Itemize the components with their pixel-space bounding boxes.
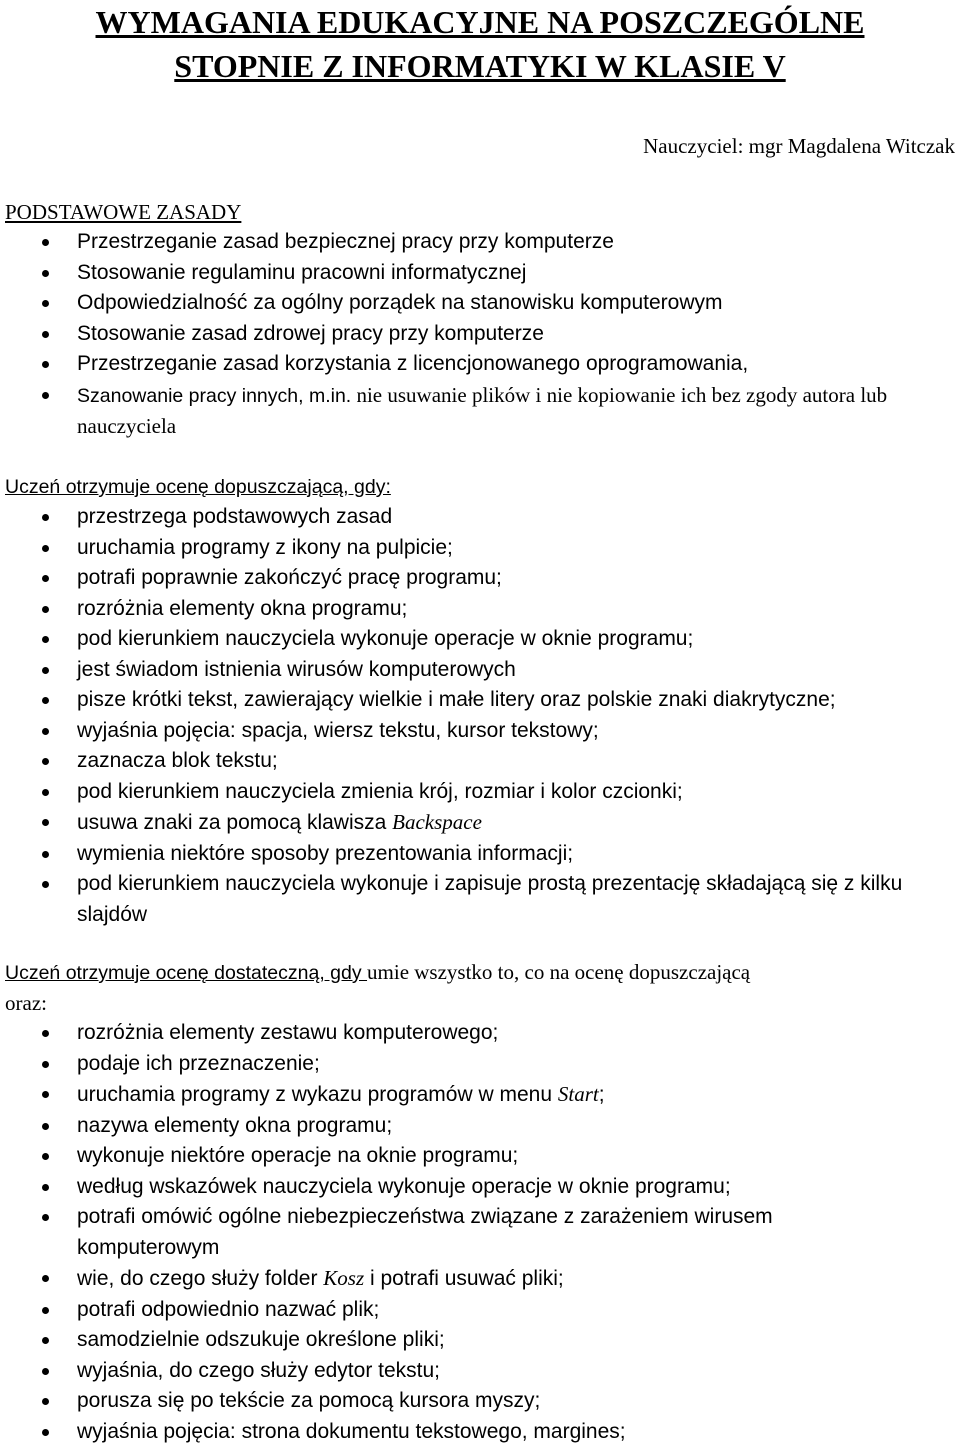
title-line-2: STOPNIE Z INFORMATYKI W KLASIE V: [0, 44, 960, 88]
list-item: Odpowiedzialność za ogólny porządek na stanowisku komputerowym: [5, 288, 950, 319]
list-item: wyjaśnia pojęcia: spacja, wiersz tekstu, kursor tekstowy;: [5, 716, 950, 747]
list-item: zaznacza blok tekstu;: [5, 746, 950, 777]
teacher-name: Nauczyciel: mgr Magdalena Witczak: [643, 131, 955, 161]
list-item: wyjaśnia, do czego służy edytor tekstu;: [5, 1356, 950, 1387]
list-item-part: wie, do czego służy folder: [77, 1267, 323, 1290]
title-line-1: WYMAGANIA EDUKACYJNE NA POSZCZEGÓLNE: [0, 0, 960, 44]
list-item: wyjaśnia pojęcia: strona dokumentu tekstowego, margines;: [5, 1417, 950, 1447]
list-item: uruchamia programy z ikony na pulpicie;: [5, 533, 950, 564]
grade-satisfactory-list: [5, 1018, 950, 1447]
list-item: potrafi poprawnie zakończyć pracę programu;: [5, 563, 950, 594]
list-item: rozróżnia elementy okna programu;: [5, 594, 950, 625]
grade-satisfactory-section: [5, 957, 950, 1447]
list-item: wykonuje niektóre operacje na oknie programu;: [5, 1141, 950, 1172]
list-item: jest świadom istnienia wirusów komputerowych: [5, 655, 950, 686]
key-name: Backspace: [392, 810, 482, 834]
heading-rest: umie wszystko to, co na ocenę dopuszczającą: [367, 960, 750, 984]
list-item-part: ;: [599, 1083, 605, 1106]
list-item-part: usuwa znaki za pomocą klawisza: [77, 811, 392, 834]
grade-sufficient-heading: Uczeń otrzymuje ocenę dopuszczającą, gdy:: [5, 471, 950, 502]
list-item: samodzielnie odszukuje określone pliki;: [5, 1325, 950, 1356]
list-item: [5, 1263, 950, 1295]
list-item: [5, 1079, 950, 1111]
list-item: potrafi omówić ogólne niebezpieczeństwa związane z zarażeniem wirusem komputerowym: [5, 1202, 950, 1263]
basic-rules-list: [5, 227, 950, 443]
list-item: [5, 380, 950, 443]
list-item: Przestrzeganie zasad korzystania z licencjonowanego oprogramowania,: [5, 349, 950, 380]
list-item: Przestrzeganie zasad bezpiecznej pracy przy komputerze: [5, 227, 950, 258]
folder-name: Kosz: [323, 1266, 364, 1290]
list-item-part: nie usuwanie plików i nie kopiowanie ich bez zgody autora lub nauczyciela: [77, 383, 887, 439]
heading-oraz: oraz:: [5, 988, 950, 1018]
grade-sufficient-list: [5, 502, 950, 930]
list-item-part: Szanowanie pracy innych, m.in.: [77, 385, 351, 407]
list-item: porusza się po tekście za pomocą kursora myszy;: [5, 1386, 950, 1417]
list-item-part: i potrafi usuwać pliki;: [364, 1267, 564, 1290]
list-item: przestrzega podstawowych zasad: [5, 502, 950, 533]
list-item: [5, 807, 950, 839]
list-item: wymienia niektóre sposoby prezentowania informacji;: [5, 839, 950, 870]
basic-rules-heading: PODSTAWOWE ZASADY: [5, 197, 950, 227]
list-item: rozróżnia elementy zestawu komputerowego;: [5, 1018, 950, 1049]
menu-name: Start: [558, 1082, 599, 1106]
grade-sufficient-section: [5, 471, 950, 930]
basic-rules-section: [5, 197, 950, 443]
list-item: pod kierunkiem nauczyciela zmienia krój, rozmiar i kolor czcionki;: [5, 777, 950, 808]
list-item: pod kierunkiem nauczyciela wykonuje i zapisuje prostą prezentację składającą się z kilku slajdów: [5, 869, 950, 930]
list-item-part: uruchamia programy z wykazu programów w menu: [77, 1083, 558, 1106]
list-item: nazywa elementy okna programu;: [5, 1111, 950, 1142]
list-item: pisze krótki tekst, zawierający wielkie i małe litery oraz polskie znaki diakrytyczne;: [5, 685, 950, 716]
list-item: pod kierunkiem nauczyciela wykonuje operacje w oknie programu;: [5, 624, 950, 655]
list-item: Stosowanie regulaminu pracowni informatycznej: [5, 258, 950, 289]
document-title: [0, 0, 960, 88]
grade-satisfactory-heading: Uczeń otrzymuje ocenę dostateczną, gdy umie wszystko to, co na ocenę dopuszczającą: [5, 957, 950, 988]
list-item: podaje ich przeznaczenie;: [5, 1049, 950, 1080]
list-item: potrafi odpowiednio nazwać plik;: [5, 1295, 950, 1326]
list-item: według wskazówek nauczyciela wykonuje operacje w oknie programu;: [5, 1172, 950, 1203]
list-item: Stosowanie zasad zdrowej pracy przy komputerze: [5, 319, 950, 350]
